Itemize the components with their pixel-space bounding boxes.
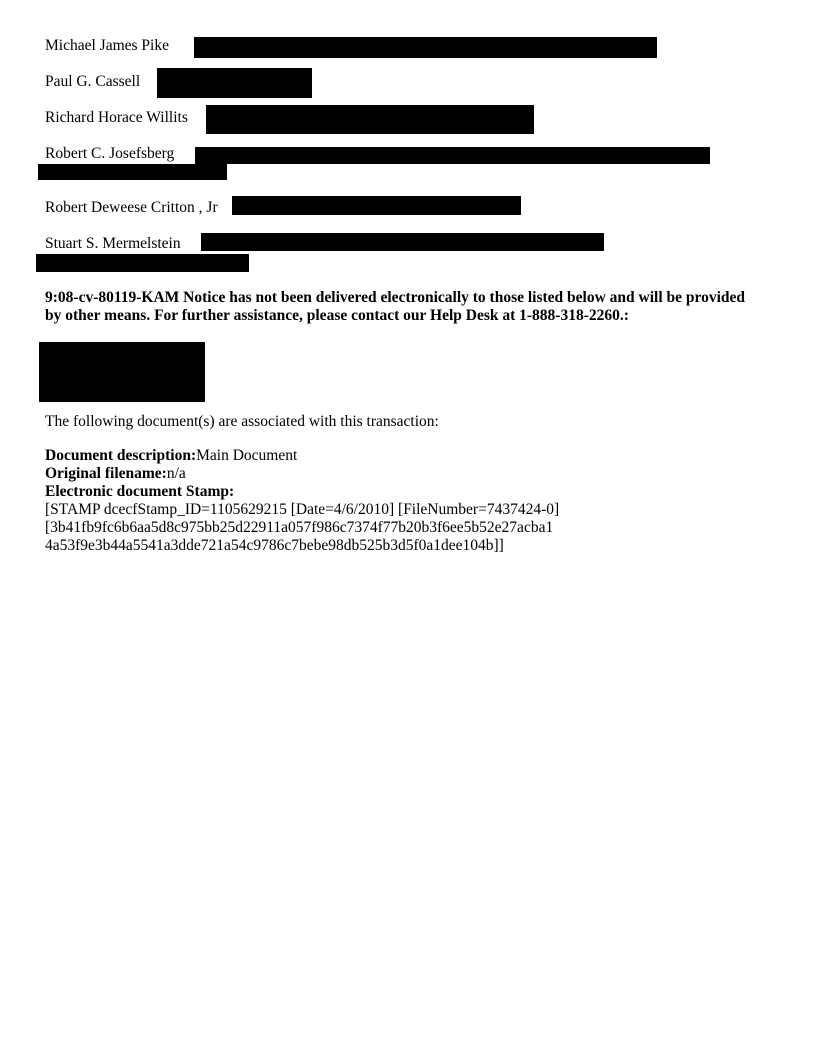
stamp-line: [3b41fb9fc6b6aa5d8c975bb25d22911a057f986c7374f77b20b3f6ee5b52e27acba1 (45, 519, 554, 536)
notice-line: by other means. For further assistance, please contact our Help Desk at 1-888-318-2260.: (45, 307, 629, 324)
redaction-bar (201, 233, 604, 251)
redaction-bar (206, 105, 534, 134)
recipient-name: Michael James Pike (45, 37, 169, 54)
redaction-bar (195, 147, 710, 164)
stamp-label-row (45, 483, 559, 501)
description-row (45, 447, 559, 465)
filename-value: n/a (166, 465, 186, 482)
filename-label: Original filename: (45, 465, 167, 482)
notice-line: 9:08-cv-80119-KAM Notice has not been delivered electronically to those listed below and will be provided (45, 289, 746, 306)
associated-documents-text: The following document(s) are associated with this transaction: (45, 413, 439, 430)
delivery-notice (45, 289, 785, 325)
stamp-line: 4a53f9e3b44a5541a3dde721a54c9786c7bebe98db525b3d5f0a1dee104b]] (45, 537, 504, 554)
description-value: Main Document (196, 447, 298, 464)
stamp-line: [STAMP dcecfStamp_ID=1105629215 [Date=4/6/2010] [FileNumber=7437424-0] (45, 501, 560, 518)
recipient-name: Richard Horace Willits (45, 109, 188, 126)
filename-row (45, 465, 559, 483)
description-label: Document description: (45, 447, 197, 464)
recipient-name: Robert C. Josefsberg (45, 145, 175, 162)
recipient-name: Paul G. Cassell (45, 73, 141, 90)
stamp-label: Electronic document Stamp: (45, 483, 235, 500)
redaction-bar (157, 68, 312, 98)
document-details (45, 447, 559, 555)
redaction-block (39, 342, 205, 402)
redaction-bar (194, 37, 657, 58)
recipient-name: Robert Deweese Critton , Jr (45, 199, 218, 216)
redaction-bar (36, 254, 249, 272)
redaction-bar (38, 164, 227, 180)
recipient-name: Stuart S. Mermelstein (45, 235, 181, 252)
redaction-bar (232, 196, 521, 215)
